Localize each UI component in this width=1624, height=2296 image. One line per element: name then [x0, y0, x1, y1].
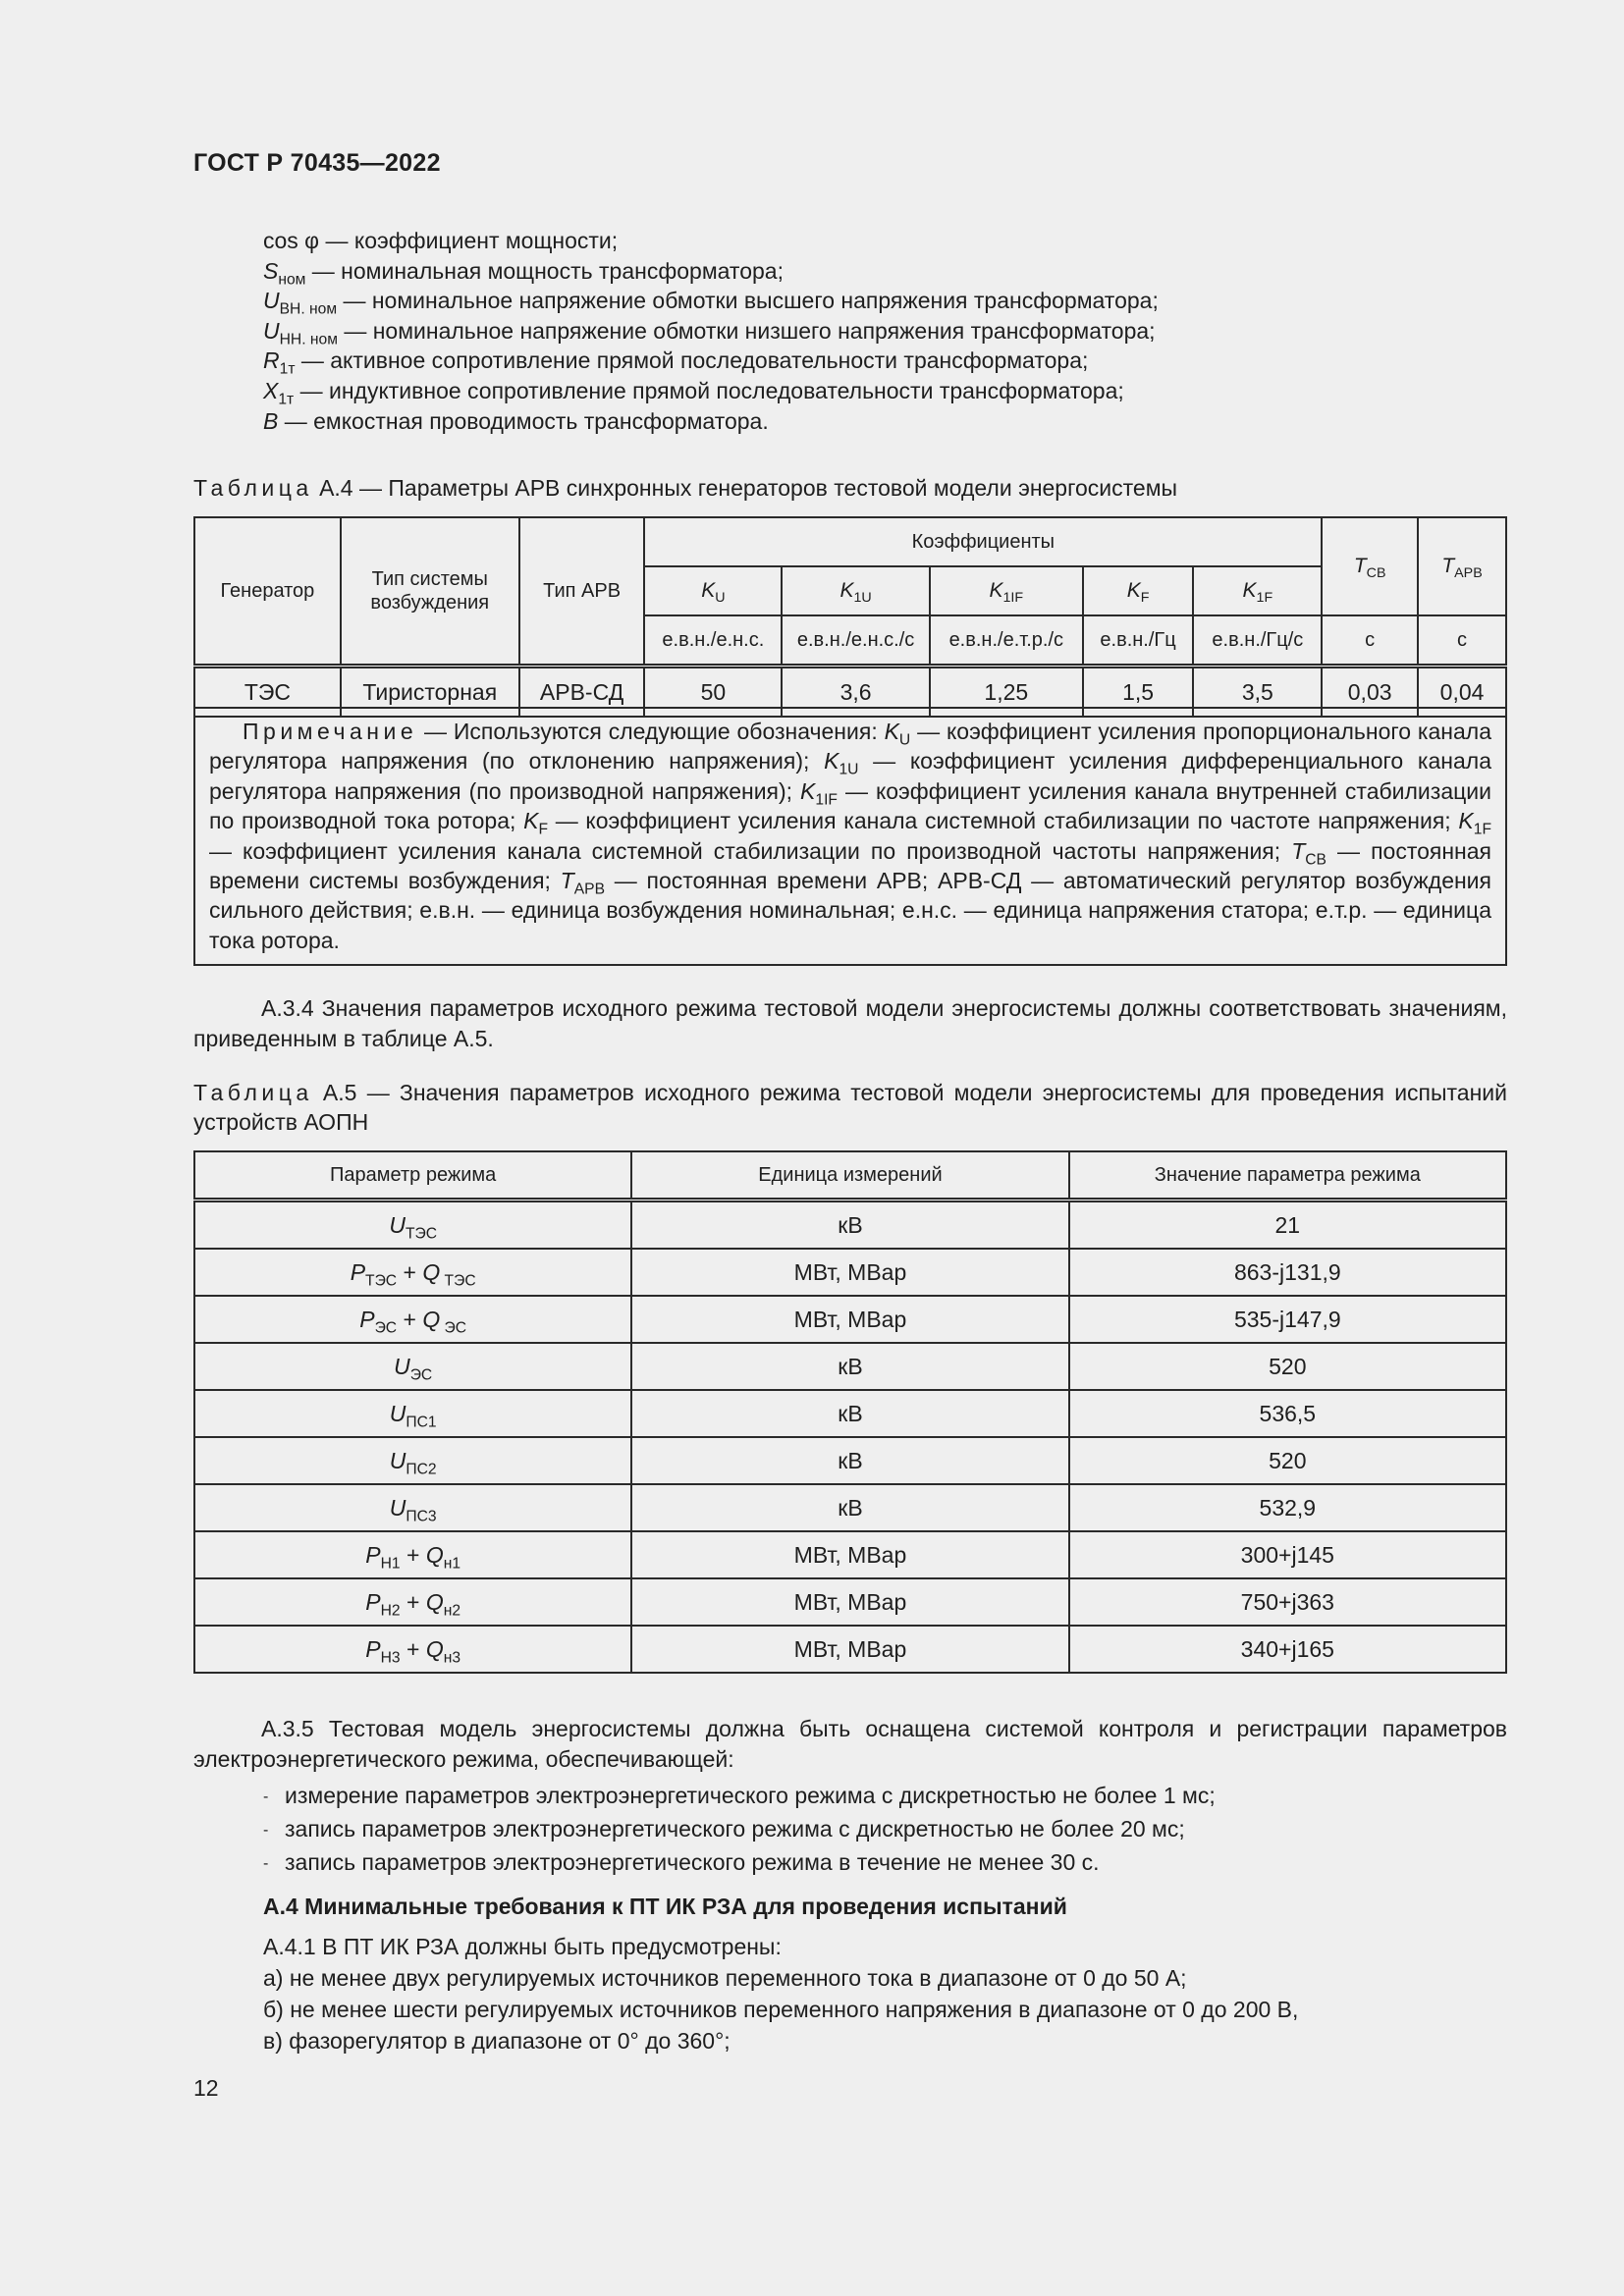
value-cell: 520 — [1069, 1437, 1506, 1484]
table-a4-caption-word: Таблица — [193, 475, 313, 501]
unit-cell: МВт, МВар — [631, 1626, 1068, 1673]
document-header: ГОСТ Р 70435—2022 — [193, 149, 441, 177]
note-label: Примечание — [243, 719, 418, 744]
table-cell: АРВ-СД — [519, 667, 645, 718]
list-a35 — [263, 1780, 1216, 1880]
value-cell: 21 — [1069, 1201, 1506, 1250]
table-cell: 1,25 — [930, 667, 1083, 718]
param-cell: $U_{ЭС}$ — [194, 1343, 631, 1390]
th-coeff-unit: е.в.н./Гц/с — [1193, 615, 1322, 667]
table-cell: 1,5 — [1083, 667, 1194, 718]
list-item: в) фазорегулятор в диапазоне от 0° до 360°; — [263, 2028, 731, 2054]
table-a5 — [193, 1150, 1507, 1674]
table-cell: ТЭС — [194, 667, 341, 718]
param-cell: $P_{Н1} + Q_{н1}$ — [194, 1531, 631, 1578]
th-coeff-2: $K_{1U}$ — [782, 566, 930, 615]
th-coeff-unit: е.в.н./е.т.р./с — [930, 615, 1083, 667]
table-cell: 0,03 — [1322, 667, 1418, 718]
table-a5-caption-text: А.5 — Значения параметров исходного режима тестовой модели энергосистемы для проведения испытаний устройств АОПН — [193, 1080, 1507, 1135]
param-cell: $U_{ПС3}$ — [194, 1484, 631, 1531]
table-row — [194, 1249, 1506, 1296]
th-coefficients: Коэффициенты — [644, 517, 1322, 566]
table-a4-note: Примечание — Используются следующие обозначения: $K_U$ — коэффициент усиления пропорционального канала регулятора напряжения (по отклонению напряжения); $K_{1U}$ — коэффициент усиления дифференциального канала регулятора напряжения (по производной напряжения); $K_{1IF}$ — коэффициент усиления канала внутренней стабилизации по производной тока ротора; $K_F$ — коэффициент усиления канала системной стабилизации по частоте напряжения; $K_{1F}$ — коэффициент усиления канала системной стабилизации по производной частоты напряжения; $T_{СВ}$ — постоянная времени системы возбуждения; $T_{АРВ}$ — постоянная времени АРВ; АРВ-СД — автоматический регулятор возбуждения сильного действия; е.в.н. — единица возбуждения номинальная; е.н.с. — единица напряжения статора; е.т.р. — единица тока ротора. — [193, 707, 1507, 966]
list-item: а) не менее двух регулируемых источников переменного тока в диапазоне от 0 до 50 А; — [263, 1965, 1187, 1991]
table-row — [194, 1578, 1506, 1626]
table-cell: 0,04 — [1418, 667, 1506, 718]
table-row — [194, 1343, 1506, 1390]
table-row — [194, 1531, 1506, 1578]
unit-cell: кВ — [631, 1484, 1068, 1531]
value-cell: 300+j145 — [1069, 1531, 1506, 1578]
table-a5-caption-word: Таблица — [193, 1080, 313, 1105]
th-generator: Генератор — [194, 517, 341, 667]
list-item: б) не менее шести регулируемых источников переменного напряжения в диапазоне от 0 до 200 В, — [263, 1997, 1299, 2022]
table-cell: 3,5 — [1193, 667, 1322, 718]
th-t-arv: $T_{АРВ}$ — [1418, 517, 1506, 615]
value-cell: 535-j147,9 — [1069, 1296, 1506, 1343]
unit-cell: кВ — [631, 1390, 1068, 1437]
th-coeff-unit: е.в.н./е.н.с./с — [782, 615, 930, 667]
th-coeff-4: $K_F$ — [1083, 566, 1194, 615]
table-row — [194, 1626, 1506, 1673]
table-a4-caption — [193, 473, 1507, 503]
table-row — [194, 1296, 1506, 1343]
list-item: - запись параметров электроэнергетического режима с дискретностью не более 20 мс; — [263, 1815, 1185, 1842]
definition-item: $U_{ВН. ном}$ — номинальное напряжение обмотки высшего напряжения трансформатора; — [263, 288, 1159, 318]
th-param: Параметр режима — [194, 1151, 631, 1201]
th-coeff-1: $K_U$ — [644, 566, 782, 615]
param-cell: $U_{ТЭС}$ — [194, 1201, 631, 1250]
paragraph-a34: А.3.4 Значения параметров исходного режима тестовой модели энергосистемы должны соответствовать значениям, приведенным в таблице А.5. — [193, 995, 1507, 1051]
value-cell: 863-j131,9 — [1069, 1249, 1506, 1296]
value-cell: 536,5 — [1069, 1390, 1506, 1437]
definition-item: $S_{ном}$ — номинальная мощность трансформатора; — [263, 257, 784, 289]
page-number: 12 — [193, 2075, 219, 2101]
table-row — [194, 1201, 1506, 1250]
th-coeff-5: $K_{1F}$ — [1193, 566, 1322, 615]
th-t-unit: с — [1322, 615, 1418, 667]
param-cell: $U_{ПС1}$ — [194, 1390, 631, 1437]
param-cell: $P_{Н2} + Q_{н2}$ — [194, 1578, 631, 1626]
definitions-list — [263, 226, 1159, 436]
unit-cell: кВ — [631, 1201, 1068, 1250]
list-a41 — [263, 1931, 1298, 2056]
th-value: Значение параметра режима — [1069, 1151, 1506, 1201]
unit-cell: кВ — [631, 1437, 1068, 1484]
table-cell: 3,6 — [782, 667, 930, 718]
unit-cell: кВ — [631, 1343, 1068, 1390]
th-coeff-unit: е.в.н./Гц — [1083, 615, 1194, 667]
th-arv-type: Тип АРВ — [519, 517, 645, 667]
th-unit: Единица измерений — [631, 1151, 1068, 1201]
param-cell: $U_{ПС2}$ — [194, 1437, 631, 1484]
unit-cell: МВт, МВар — [631, 1296, 1068, 1343]
section-a4-title: А.4 Минимальные требования к ПТ ИК РЗА для проведения испытаний — [263, 1894, 1067, 1919]
table-row — [194, 1437, 1506, 1484]
unit-cell: МВт, МВар — [631, 1249, 1068, 1296]
unit-cell: МВт, МВар — [631, 1531, 1068, 1578]
unit-cell: МВт, МВар — [631, 1578, 1068, 1626]
th-coeff-3: $K_{1IF}$ — [930, 566, 1083, 615]
definition-item: cos φ — коэффициент мощности; — [263, 228, 619, 253]
list-item: - запись параметров электроэнергетического режима в течение не менее 30 с. — [263, 1848, 1100, 1875]
param-cell: $P_{Н3} + Q_{н3}$ — [194, 1626, 631, 1673]
table-cell: 50 — [644, 667, 782, 718]
table-cell: Тиристорная — [341, 667, 519, 718]
th-t-unit: с — [1418, 615, 1506, 667]
table-a4-caption-text: А.4 — Параметры АРВ синхронных генераторов тестовой модели энергосистемы — [312, 475, 1178, 501]
table-a5-caption — [193, 1078, 1507, 1137]
table-row — [194, 1390, 1506, 1437]
list-item: - измерение параметров электроэнергетического режима с дискретностью не более 1 мс; — [263, 1783, 1216, 1808]
definition-item: $R_{1т}$ — активное сопротивление прямой последовательности трансформатора; — [263, 347, 1089, 378]
paragraph-a41: А.4.1 В ПТ ИК РЗА должны быть предусмотрены: — [263, 1934, 782, 1959]
param-cell: $P_{ТЭС} + Q$ $_{ТЭС}$ — [194, 1249, 631, 1296]
definition-item: B — емкостная проводимость трансформатора. — [263, 407, 769, 434]
th-excitation: Тип системы возбуждения — [341, 517, 519, 667]
table-a4 — [193, 516, 1507, 718]
param-cell: $P_{ЭС} + Q$ $_{ЭС}$ — [194, 1296, 631, 1343]
paragraph-a35: А.3.5 Тестовая модель энергосистемы должна быть оснащена системой контроля и регистрации параметров электроэнергетического режима, обеспечивающей: — [193, 1716, 1507, 1772]
th-t-sv: $T_{СВ}$ — [1322, 517, 1418, 615]
value-cell: 340+j165 — [1069, 1626, 1506, 1673]
table-row — [194, 1484, 1506, 1531]
value-cell: 532,9 — [1069, 1484, 1506, 1531]
definition-item: $U_{НН. ном}$ — номинальное напряжение обмотки низшего напряжения трансформатора; — [263, 317, 1156, 348]
definition-item: $X_{1т}$ — индуктивное сопротивление прямой последовательности трансформатора; — [263, 377, 1124, 408]
value-cell: 520 — [1069, 1343, 1506, 1390]
th-coeff-unit: е.в.н./е.н.с. — [644, 615, 782, 667]
value-cell: 750+j363 — [1069, 1578, 1506, 1626]
